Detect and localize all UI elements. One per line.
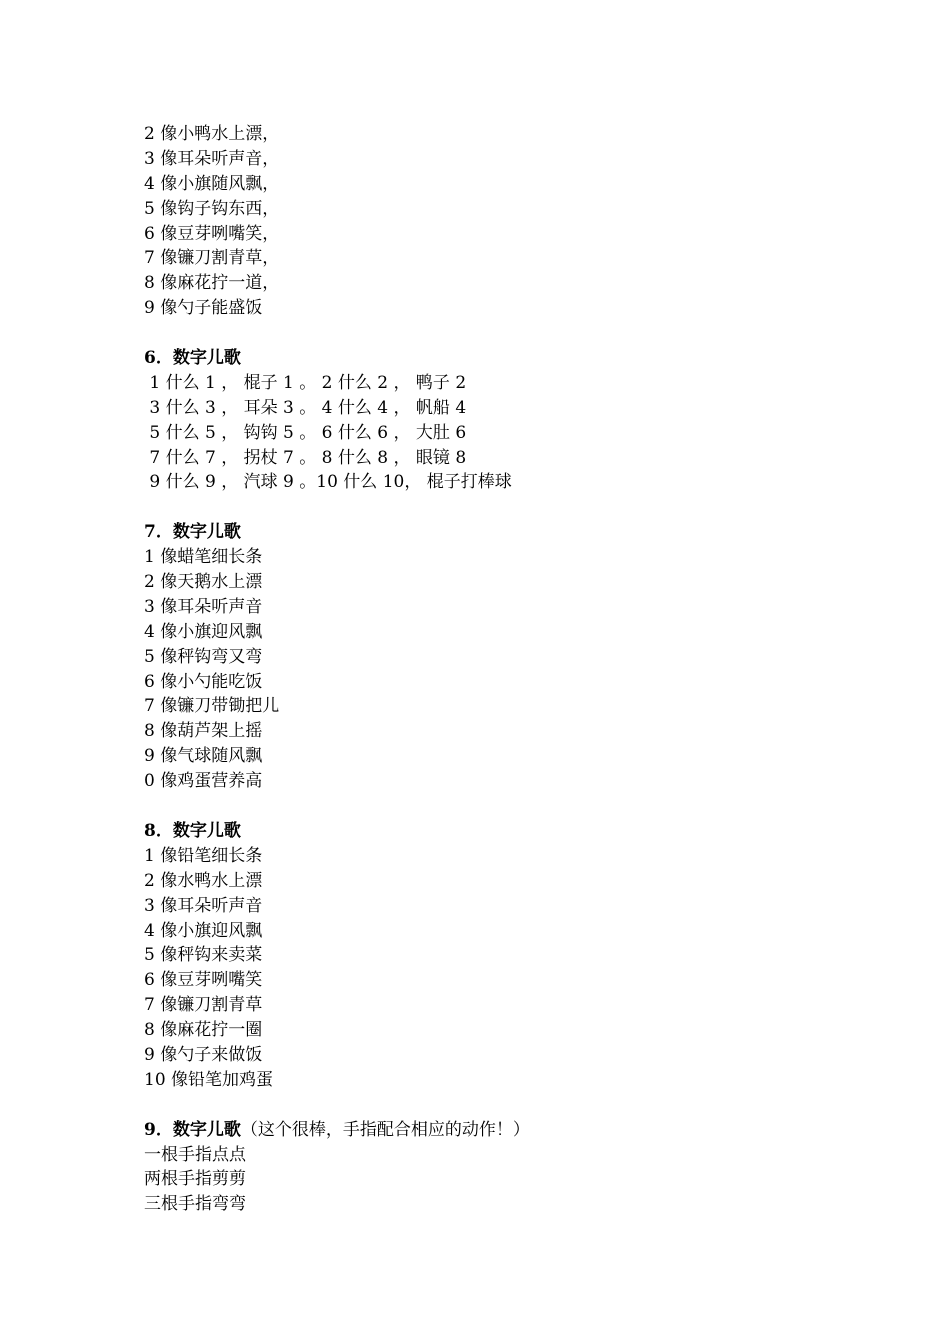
verse-line: 5 什么 5 ， 钩钩 5 。 6 什么 6 ， 大肚 6	[144, 422, 467, 443]
spacer	[144, 495, 844, 520]
spacer	[144, 794, 844, 819]
verse-line: 7 像镰刀带锄把儿	[144, 696, 280, 717]
verse-line: 8 像麻花拧一圈	[144, 1020, 263, 1041]
verse-line: 4 像小旗随风飘，	[144, 173, 280, 194]
verse-line: 1 什么 1 ， 棍子 1 。 2 什么 2 ， 鸭子 2	[144, 372, 467, 393]
section-heading: 7．数字儿歌	[144, 522, 241, 543]
verse-line: 两根手指剪剪	[144, 1169, 246, 1190]
verse-line: 9 像勺子来做饭	[144, 1044, 263, 1065]
verse-line: 6 像豆芽咧嘴笑	[144, 970, 263, 991]
verse-line: 7 什么 7 ， 拐杖 7 。 8 什么 8 ， 眼镜 8	[144, 447, 467, 468]
verse-line: 3 像耳朵听声音	[144, 895, 263, 916]
verse-line: 5 像秤钩来卖菜	[144, 945, 263, 966]
verse-line: 三根手指弯弯	[144, 1194, 246, 1215]
verse-line: 9 什么 9 ， 汽球 9 。10 什么 10， 棍子打棒球	[144, 472, 512, 493]
verse-line: 0 像鸡蛋营养高	[144, 771, 263, 792]
verse-line: 3 什么 3 ， 耳朵 3 。 4 什么 4 ， 帆船 4	[144, 397, 467, 418]
verse-line: 9 像气球随风飘	[144, 746, 263, 767]
spacer	[144, 321, 844, 346]
verse-line: 5 像秤钩弯又弯	[144, 646, 263, 667]
verse-line: 8 像葫芦架上摇	[144, 721, 263, 742]
section-heading	[144, 1118, 844, 1143]
verse-line: 2 像天鹅水上漂	[144, 572, 263, 593]
verse-line: 10 像铅笔加鸡蛋	[144, 1069, 274, 1090]
section-title: 9．数字儿歌	[144, 1119, 241, 1140]
intro-verse	[144, 122, 844, 321]
verse-line: 4 像小旗迎风飘	[144, 920, 263, 941]
section-9	[144, 1118, 844, 1218]
section-heading: 6．数字儿歌	[144, 348, 241, 369]
section-8	[144, 819, 844, 1093]
verse-line: 2 像小鸭水上漂，	[144, 124, 280, 144]
verse-line: 7 像镰刀割青草，	[144, 248, 280, 269]
verse-line: 7 像镰刀割青草	[144, 995, 263, 1016]
verse-line: 8 像麻花拧一道，	[144, 273, 280, 294]
section-6	[144, 346, 844, 495]
section-7	[144, 520, 844, 794]
document-body	[144, 122, 844, 1217]
verse-line: 1 像铅笔细长条	[144, 845, 263, 866]
verse-line: 9 像勺子能盛饭	[144, 298, 263, 319]
spacer	[144, 1093, 844, 1118]
section-heading: 8．数字儿歌	[144, 820, 241, 841]
verse-line: 6 像豆芽咧嘴笑，	[144, 223, 280, 244]
verse-line: 4 像小旗迎风飘	[144, 621, 263, 642]
verse-line: 6 像小勺能吃饭	[144, 671, 263, 692]
verse-line: 一根手指点点	[144, 1144, 246, 1165]
section-note: （这个很棒，手指配合相应的动作！）	[240, 1119, 530, 1140]
verse-line: 1 像蜡笔细长条	[144, 547, 263, 568]
verse-line: 3 像耳朵听声音	[144, 596, 263, 617]
verse-line: 5 像钩子钩东西，	[144, 198, 280, 219]
verse-line: 3 像耳朵听声音，	[144, 148, 280, 169]
verse-line: 2 像水鸭水上漂	[144, 870, 263, 891]
